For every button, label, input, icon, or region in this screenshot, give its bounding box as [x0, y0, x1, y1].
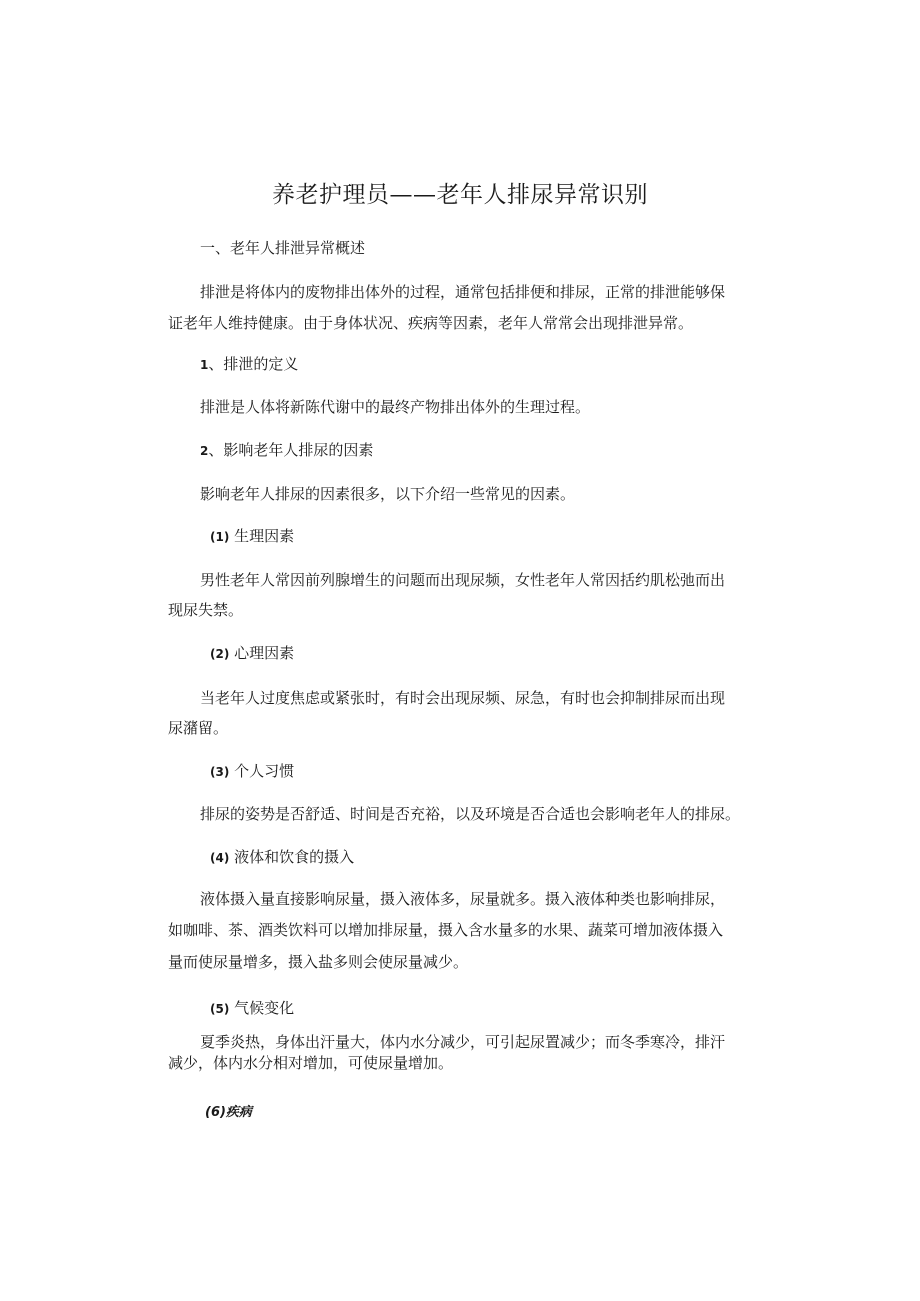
paragraph-line: 影响老年人排尿的因素很多，以下介绍一些常见的因素。 — [200, 485, 576, 503]
item-heading — [200, 440, 373, 461]
paragraph-line: 量而使尿量增多，摄入盐多则会使尿量减少。 — [168, 953, 469, 971]
item-label: 、影响老年人排尿的因素 — [208, 441, 374, 459]
factor-heading — [210, 847, 354, 868]
paragraph-line: 排尿的姿势是否舒适、时间是否充裕，以及环境是否合适也会影响老年人的排尿。 — [200, 805, 741, 823]
paragraph-line: 证老年人维持健康。由于身体状况、疾病等因素，老年人常常会出现排泄异常。 — [168, 314, 694, 332]
paragraph-line: 减少，体内水分相对增加，可使尿量增加。 — [168, 1054, 454, 1072]
item-number: 1 — [200, 358, 209, 372]
paragraph-line: 液体摄入量直接影响尿量，摄入液体多，尿量就多。摄入液体种类也影响排尿， — [200, 890, 726, 908]
factor-label: 液体和饮食的摄入 — [234, 848, 355, 866]
paragraph-line: 男性老年人常因前列腺增生的问题而出现尿频，女性老年人常因括约肌松弛而出 — [200, 571, 726, 589]
factor-number: (2) — [210, 647, 230, 661]
factor-number: (5) — [210, 1002, 230, 1016]
factor-heading — [210, 526, 294, 547]
section-heading: 一、老年人排泄异常概述 — [200, 239, 366, 257]
factor-heading-italic: (6)疾病 — [205, 1105, 252, 1120]
paragraph-line: 尿潴留。 — [168, 719, 229, 737]
paragraph-line: 排泄是将体内的废物排出体外的过程，通常包括排便和排尿，正常的排泄能够保 — [200, 283, 726, 301]
item-label: 、排泄的定义 — [208, 355, 299, 373]
factor-label: 气候变化 — [234, 999, 295, 1017]
document-title: 养老护理员——老年人排尿异常识别 — [272, 182, 648, 208]
paragraph-line: 当老年人过度焦虑或紧张时，有时会出现尿频、尿急，有时也会抑制排尿而出现 — [200, 689, 726, 707]
paragraph-line: 排泄是人体将新陈代谢中的最终产物排出体外的生理过程。 — [200, 398, 591, 416]
factor-label: 个人习惯 — [234, 762, 295, 780]
factor-heading — [210, 761, 294, 782]
item-number: 2 — [200, 444, 209, 458]
paragraph-line: 夏季炎热，身体出汗量大，体内水分减少，可引起尿置减少；而冬季寒冷，排汗 — [200, 1033, 726, 1051]
paragraph-line: 现尿失禁。 — [168, 601, 244, 619]
item-heading — [200, 354, 298, 375]
factor-number: (4) — [210, 851, 230, 865]
factor-label: 生理因素 — [234, 527, 295, 545]
factor-number: (1) — [210, 530, 230, 544]
factor-label: 心理因素 — [234, 644, 295, 662]
factor-heading — [210, 998, 294, 1019]
paragraph-line: 如咖啡、茶、酒类饮料可以增加排尿量，摄入含水量多的水果、蔬菜可增加液体摄入 — [168, 921, 724, 939]
factor-number: (3) — [210, 765, 230, 779]
factor-heading — [210, 643, 294, 664]
